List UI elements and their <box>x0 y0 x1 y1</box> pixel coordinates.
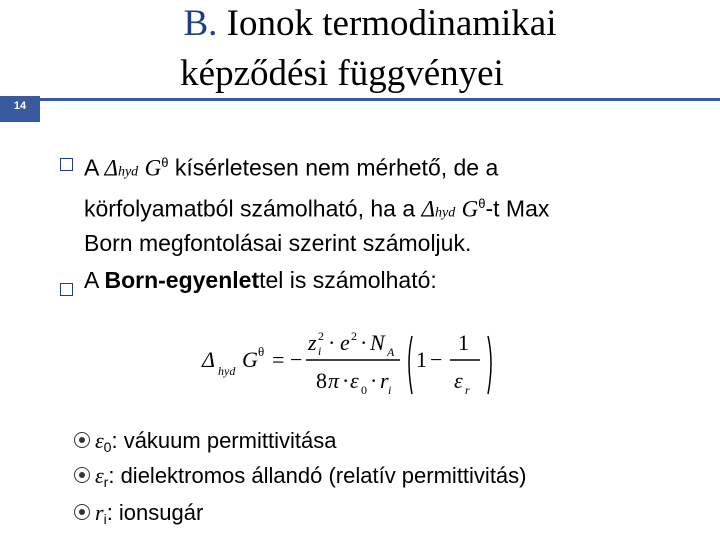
title-divider <box>40 98 720 101</box>
b2-post: tel is számolható: <box>259 267 437 293</box>
b1-theta: θ <box>161 155 169 170</box>
bullet-2-text <box>84 265 714 296</box>
bullet-1-text <box>84 147 714 259</box>
square-bullet-icon <box>60 283 73 296</box>
svg-text:=: = <box>272 347 285 372</box>
svg-text:r: r <box>380 368 389 393</box>
def-sym: ε <box>95 463 104 488</box>
b1-delta: Δ <box>104 155 118 181</box>
circle-bullet-icon <box>74 467 90 483</box>
def-sub: r <box>103 474 109 490</box>
b1-line2-pre: körfolyamatból számolható, ha a <box>84 195 422 222</box>
b1-theta2: θ <box>478 195 486 211</box>
svg-text:N: N <box>370 330 385 355</box>
svg-text:1: 1 <box>458 330 469 355</box>
b1-sub: hyd <box>117 164 139 180</box>
def-ri <box>74 500 203 528</box>
svg-text:G: G <box>242 347 258 372</box>
slide-number: 14 <box>13 100 27 112</box>
svg-text:−: − <box>430 347 443 372</box>
svg-text:z: z <box>308 330 317 355</box>
svg-text:r: r <box>465 383 470 397</box>
def-epsilon-r <box>74 463 527 491</box>
svg-text:π: π <box>328 368 340 393</box>
b2-bold: Born-egyenlet <box>104 267 260 293</box>
b1-delta2: Δ <box>421 196 436 222</box>
def-sub: 0 <box>103 439 112 455</box>
svg-text:8: 8 <box>316 368 327 393</box>
b1-g2: G <box>461 196 479 222</box>
circle-bullet-icon <box>74 432 90 448</box>
svg-text:hyd: hyd <box>218 364 236 378</box>
svg-text:·: · <box>370 368 378 393</box>
title-prefix: B. <box>183 3 218 44</box>
svg-text:ε: ε <box>350 368 359 393</box>
def-sub: i <box>103 511 107 527</box>
b1-pre: A <box>84 154 105 181</box>
svg-text:2: 2 <box>351 329 357 343</box>
slide-title-line1 <box>10 2 720 46</box>
def-sym: r <box>95 500 104 525</box>
b1-text1: kísérletesen nem mérhető, de a <box>168 154 499 181</box>
def-sym: ε <box>95 428 104 453</box>
svg-text:ε: ε <box>454 368 463 393</box>
title-line1-rest: Ionok termodinamikai <box>217 3 557 44</box>
svg-text:0: 0 <box>361 383 367 397</box>
slide-title-line2: képződési függvényei <box>180 53 504 94</box>
def-epsilon0 <box>74 428 336 456</box>
svg-text:e: e <box>340 330 350 355</box>
born-equation <box>200 322 510 402</box>
b1-line3: Born megfontolásai szerint számoljuk. <box>84 230 472 257</box>
b1-sub2: hyd <box>435 205 456 221</box>
def-text: : dielektromos állandó (relatív permittivitás) <box>108 463 527 488</box>
def-text: : ionsugár <box>106 500 204 525</box>
svg-text:A: A <box>387 345 395 359</box>
square-bullet-icon <box>60 158 73 171</box>
svg-text:1: 1 <box>416 347 427 372</box>
svg-text:·: · <box>342 368 350 393</box>
svg-text:θ: θ <box>258 344 265 359</box>
svg-text:·: · <box>328 330 336 355</box>
svg-text:−: − <box>290 347 303 372</box>
svg-text:2: 2 <box>318 329 324 343</box>
b1-g: G <box>144 155 162 181</box>
b1-line2-post: -t Max <box>485 195 550 222</box>
svg-text:i: i <box>318 344 322 358</box>
def-text: : vákuum permittivitása <box>111 428 337 453</box>
svg-text:·: · <box>360 330 368 355</box>
svg-text:Δ: Δ <box>202 347 215 372</box>
circle-bullet-icon <box>74 504 90 520</box>
svg-text:i: i <box>388 383 392 397</box>
b2-pre: A <box>84 267 105 293</box>
